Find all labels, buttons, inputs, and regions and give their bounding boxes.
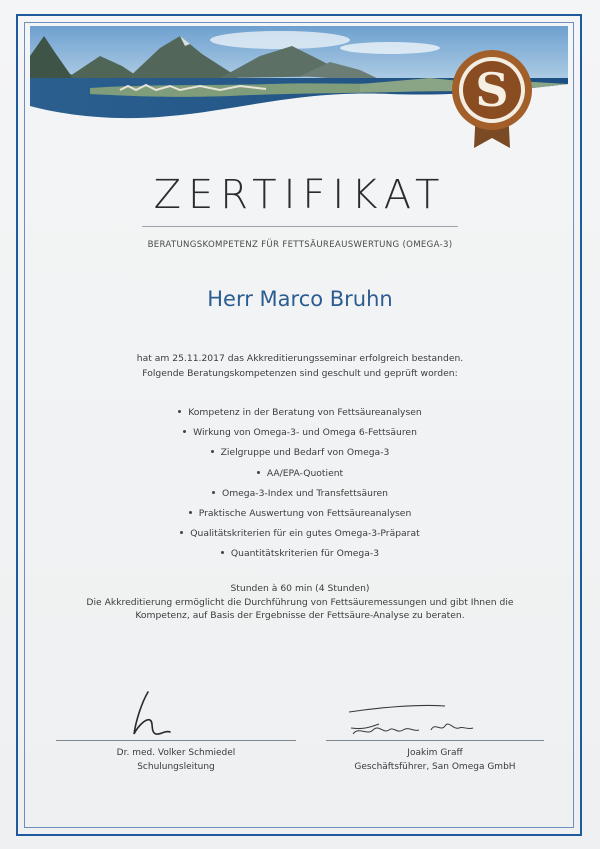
signature-graff-image — [345, 700, 485, 742]
certificate-title: ZERTIFIKAT — [153, 172, 447, 218]
recipient-name: Herr Marco Bruhn — [207, 287, 393, 311]
signature-line-left — [56, 740, 296, 741]
seal-letter: S — [475, 63, 509, 117]
title-divider — [142, 226, 458, 227]
signatory-name: Joakim Graff — [407, 748, 463, 758]
competency-label: Omega-3-Index und Transfettsäuren — [221, 487, 389, 499]
bullet-icon — [183, 430, 186, 433]
competency-label: Quantitätskriterien für Omega-3 — [230, 548, 380, 560]
intro-line: Folgende Beratungskompetenzen sind geschult und geprüft worden: — [142, 368, 458, 379]
list-item — [0, 504, 600, 524]
competency-list — [0, 403, 600, 565]
signature-schmiedel-image — [120, 690, 180, 740]
list-item — [0, 484, 600, 504]
intro-line: hat am 25.11.2017 das Akkreditierungsseminar erfolgreich bestanden. — [136, 353, 464, 364]
bullet-icon — [257, 471, 260, 474]
signatory-role: Schulungsleitung — [137, 762, 215, 772]
bullet-icon — [180, 531, 183, 534]
bullet-icon — [178, 410, 181, 413]
hours-line: Stunden à 60 min (4 Stunden) — [230, 583, 370, 594]
competency-label: Kompetenz in der Beratung von Fettsäureanalysen — [188, 407, 422, 418]
competency-label: Wirkung von Omega-3- und Omega 6-Fettsäuren — [193, 427, 417, 439]
list-item — [0, 423, 600, 443]
intro-text — [0, 351, 600, 381]
list-item — [0, 443, 600, 463]
list-item — [0, 544, 600, 564]
certificate-subtitle: BERATUNGSKOMPETENZ FÜR FETTSÄUREAUSWERTUNG (OMEGA-3) — [147, 240, 453, 250]
competency-label: Zielgruppe und Bedarf von Omega-3 — [220, 447, 390, 459]
list-item — [0, 403, 600, 423]
closing-line: Kompetenz, auf Basis der Ergebnisse der Fettsäure-Analyse zu beraten. — [135, 610, 465, 622]
competency-label: AA/EPA-Quotient — [266, 467, 344, 479]
bullet-icon — [212, 491, 215, 494]
signatory-left — [56, 746, 296, 774]
competency-label: Qualitätskriterien für ein gutes Omega-3-Präparat — [190, 528, 420, 540]
list-item — [0, 524, 600, 544]
bullet-icon — [189, 511, 192, 514]
competency-label: Praktische Auswertung von Fettsäureanalysen — [198, 507, 412, 519]
bullet-icon — [221, 551, 224, 554]
signatory-name: Dr. med. Volker Schmiedel — [116, 748, 236, 758]
signature-line-right — [326, 740, 544, 741]
list-item — [0, 464, 600, 484]
bullet-icon — [211, 450, 214, 453]
closing-line: Die Akkreditierung ermöglicht die Durchführung von Fettsäuremessungen und gibt Ihnen die — [86, 596, 514, 608]
signatory-role: Geschäftsführer, San Omega GmbH — [354, 762, 516, 772]
accreditation-text — [0, 582, 600, 623]
signatory-right — [326, 746, 544, 774]
award-seal-icon — [446, 48, 538, 150]
